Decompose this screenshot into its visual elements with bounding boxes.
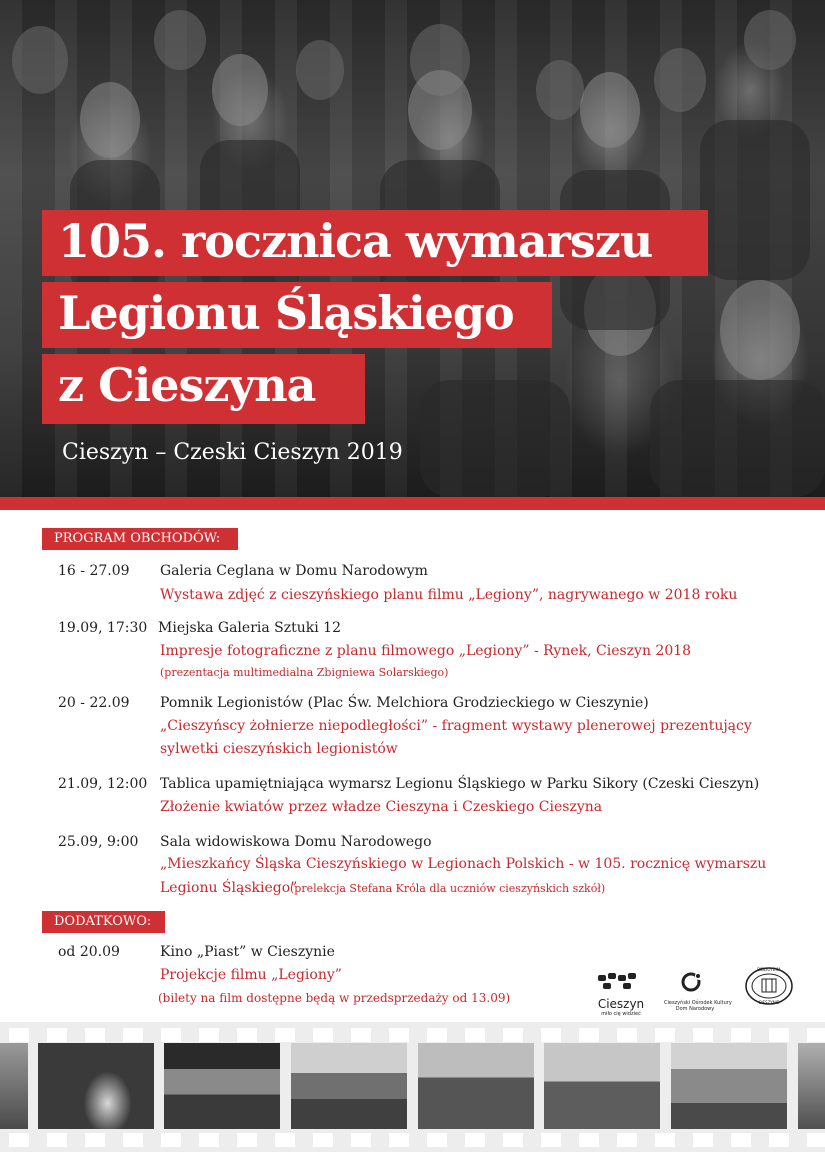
program-heading: PROGRAM OBCHODÓW: — [42, 528, 238, 550]
cok-logo-icon — [664, 970, 726, 996]
film-frame-photo — [671, 1043, 787, 1129]
event-description: Impresje fotograficzne z planu filmowego „Legiony” - Rynek, Cieszyn 2018 — [160, 643, 692, 659]
event-place: Pomnik Legionistów (Plac Św. Melchiora Grodzieckiego w Cieszynie) — [160, 695, 649, 711]
event-date: 20 - 22.09 — [58, 695, 130, 711]
film-frame-photo — [164, 1043, 280, 1129]
cok-logo-line2: Dom Narodowy — [675, 1006, 715, 1012]
title-line-1: 105. rocznica wymarszu — [42, 210, 708, 276]
event-note: (prezentacja multimedialna Zbigniewa Solarskiego) — [160, 666, 449, 679]
film-frame-photo — [544, 1043, 660, 1129]
film-frame-photo — [38, 1043, 154, 1129]
title-line-3: z Cieszyna — [42, 354, 365, 424]
library-logo-top: BIBLIOTEKA — [757, 967, 781, 972]
film-perforation-bottom — [0, 1133, 825, 1147]
film-frame-photo — [798, 1043, 825, 1129]
event-description: „Cieszyńscy żołnierze niepodległości” - fragment wystawy plenerowej prezentujący — [160, 718, 752, 734]
film-strip — [0, 1022, 825, 1152]
cieszyn-logo-text: Cieszyn — [597, 997, 645, 1011]
event-note: (bilety na film dostępne będą w przedsprzedaży od 13.09) — [158, 991, 511, 1005]
extra-heading: DODATKOWO: — [42, 911, 165, 933]
event-date: 16 - 27.09 — [58, 563, 130, 579]
film-perforation-top — [0, 1028, 825, 1042]
event-description: „Mieszkańcy Śląska Cieszyńskiego w Legionach Polskich - w 105. rocznicę wymarszu — [160, 856, 767, 872]
film-frame-photo — [0, 1043, 28, 1129]
event-description: Złożenie kwiatów przez władze Cieszyna i Czeskiego Cieszyna — [160, 799, 603, 815]
event-date: 19.09, 17:30 — [58, 620, 148, 636]
event-place: Tablica upamiętniająca wymarsz Legionu Śląskiego w Parku Sikory (Czeski Cieszyn) — [160, 776, 760, 792]
event-place: Sala widowiskowa Domu Narodowego — [160, 834, 432, 850]
event-description: sylwetki cieszyńskich legionistów — [160, 741, 398, 757]
red-divider — [0, 497, 825, 510]
cok-logo — [664, 970, 732, 1012]
title-line-2: Legionu Śląskiego — [42, 282, 552, 348]
event-date: 25.09, 9:00 — [58, 834, 139, 850]
event-date: od 20.09 — [58, 944, 120, 960]
event-date: 21.09, 12:00 — [58, 776, 148, 792]
hero-photo — [0, 0, 825, 497]
cok-logo-line1: Cieszyński Ośrodek Kultury — [664, 1000, 732, 1006]
library-logo-bottom: CIESZYNIE — [758, 1000, 780, 1005]
film-frame-photo — [291, 1043, 407, 1129]
library-logo — [744, 966, 794, 1006]
event-description: Wystawa zdjęć z cieszyńskiego planu filmu „Legiony”, nagrywanego w 2018 roku — [160, 587, 738, 603]
subtitle: Cieszyn – Czeski Cieszyn 2019 — [62, 440, 403, 465]
event-place: Galeria Ceglana w Domu Narodowym — [160, 563, 428, 579]
event-description: Legionu Śląskiego” — [160, 880, 298, 896]
cieszyn-logo — [596, 972, 646, 1017]
cieszyn-logo-tagline: miło cię widzieć — [601, 1011, 641, 1017]
event-place: Miejska Galeria Sztuki 12 — [158, 620, 341, 636]
cieszyn-logo-icon — [596, 972, 646, 994]
event-place: Kino „Piast” w Cieszynie — [160, 944, 335, 960]
event-note: (prelekcja Stefana Króla dla uczniów cieszyńskich szkół) — [290, 882, 606, 895]
event-description: Projekcje filmu „Legiony” — [160, 967, 342, 983]
film-frame-photo — [418, 1043, 534, 1129]
